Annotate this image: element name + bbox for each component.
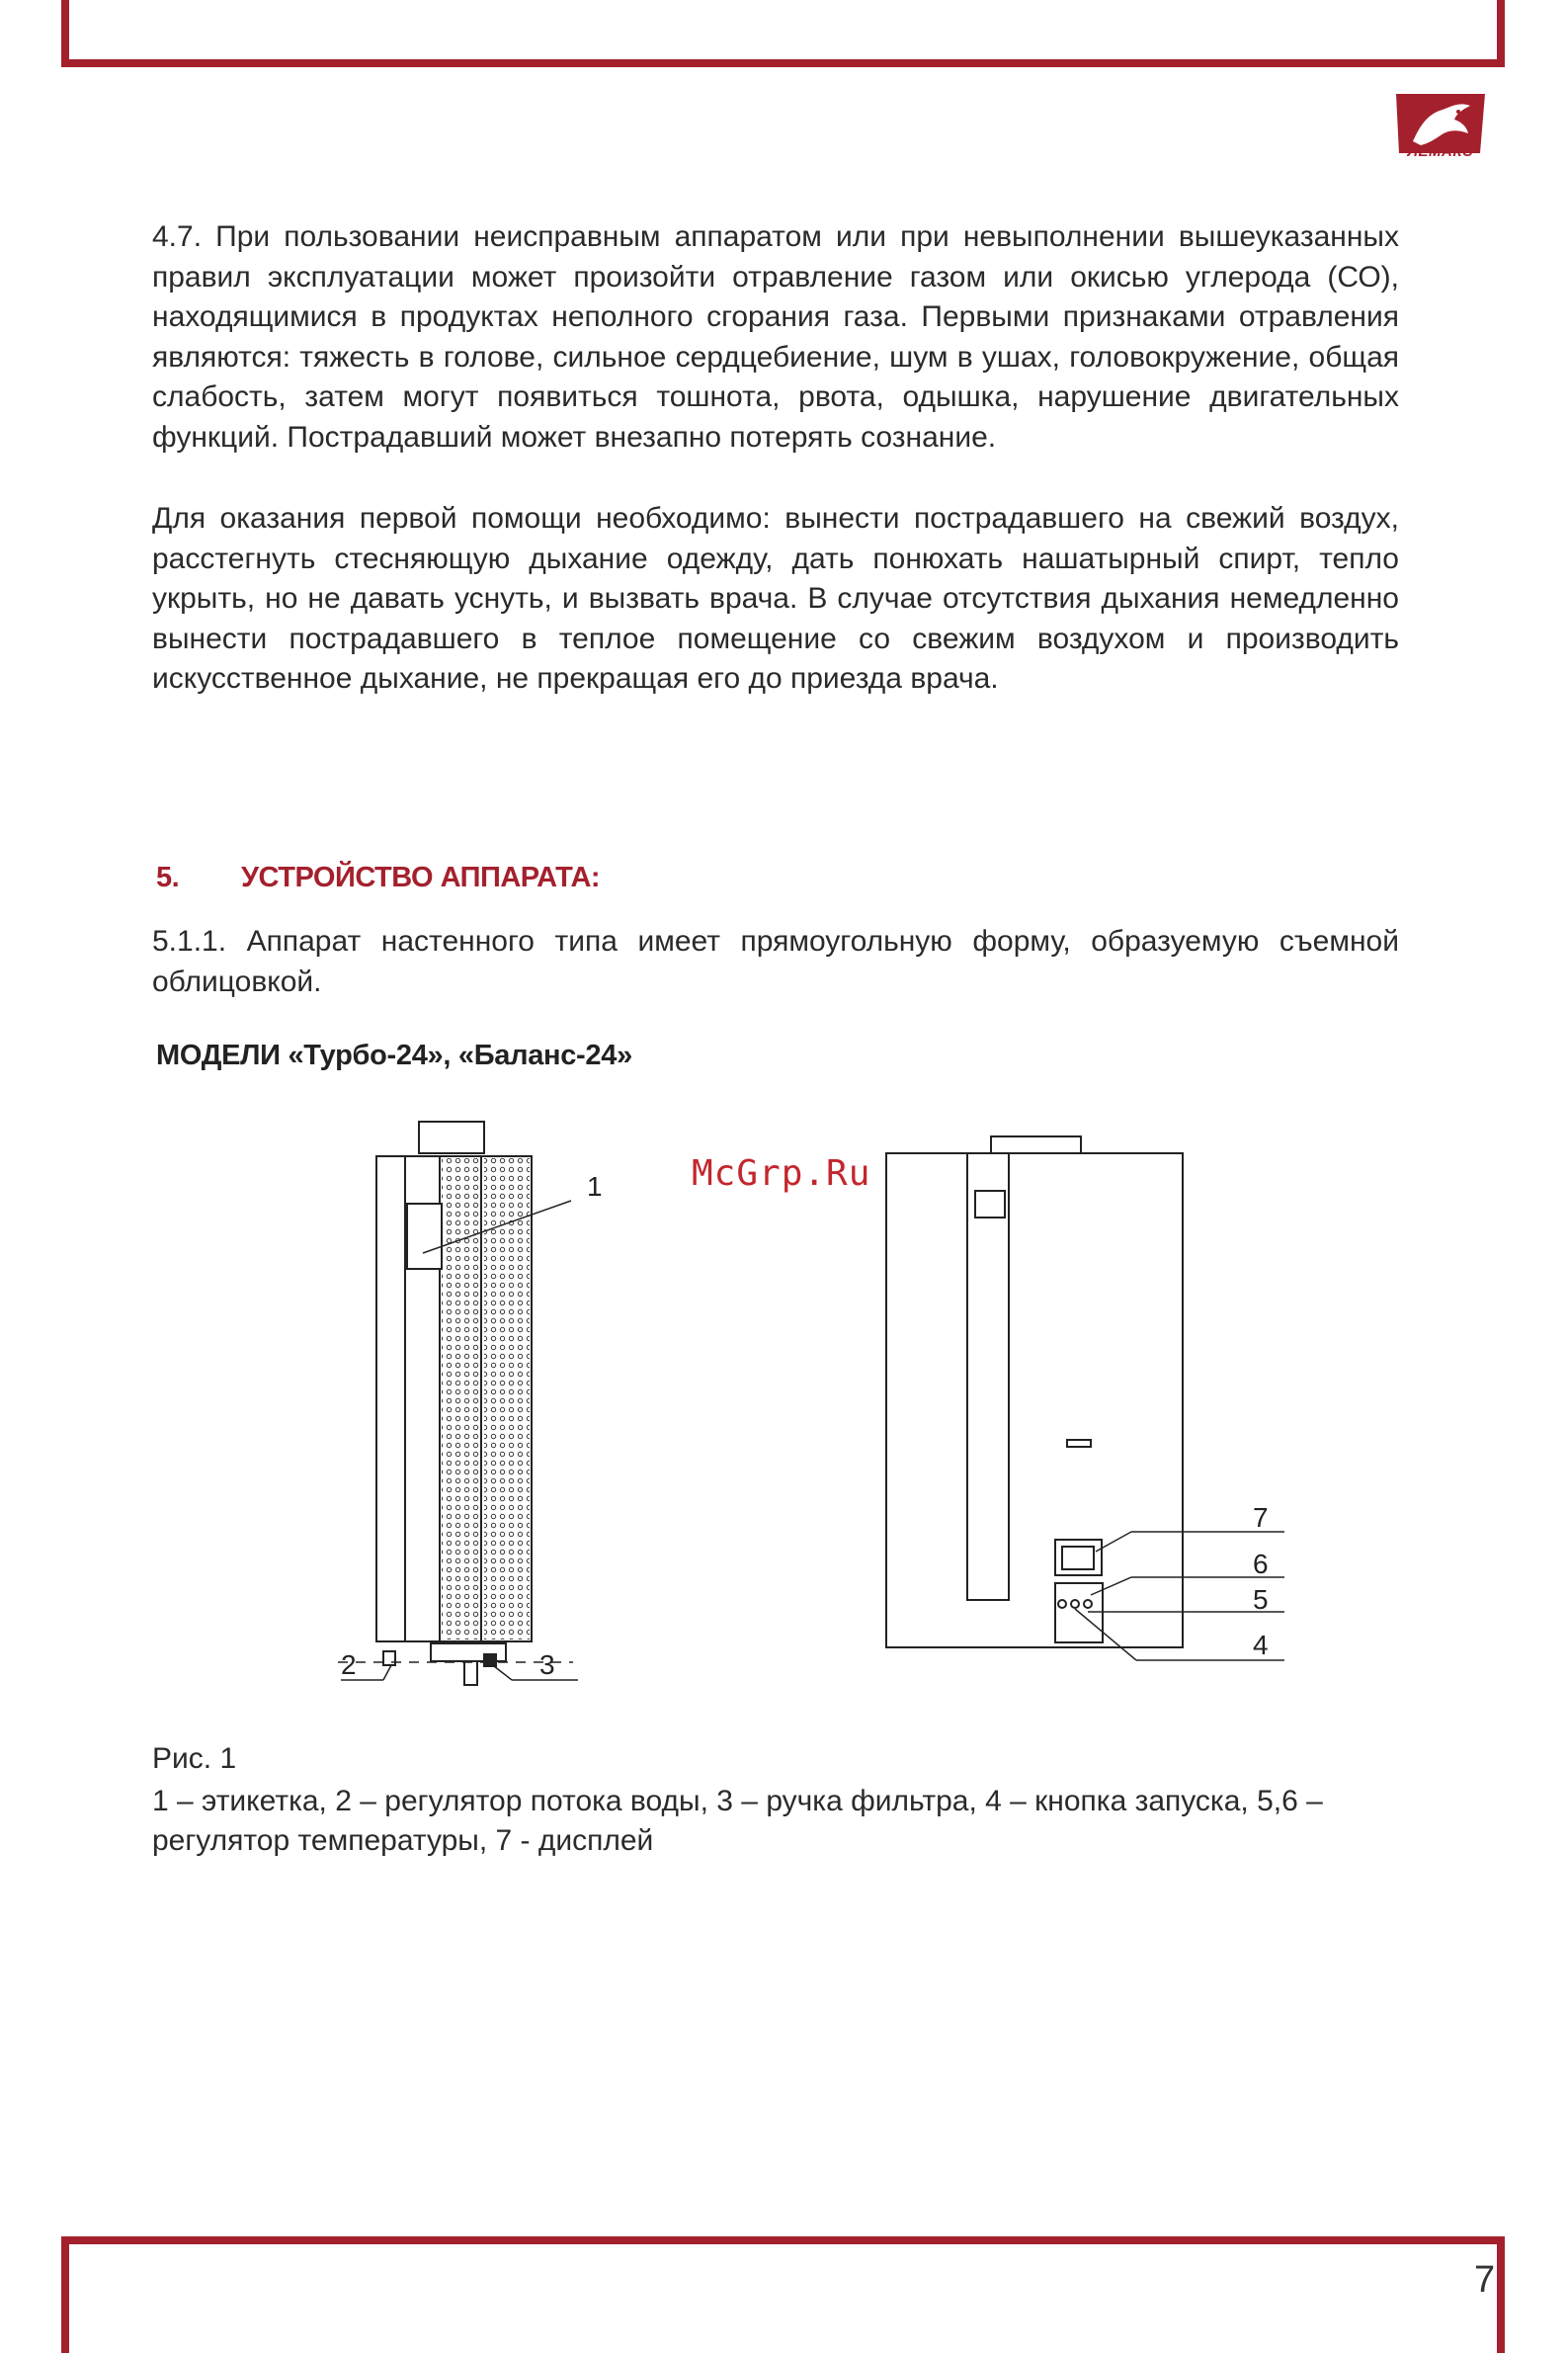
label-4: 4 (1253, 1630, 1269, 1660)
label-1: 1 (587, 1171, 603, 1202)
paragraph-first-aid: Для оказания первой помощи необходимо: вынести пострадавшего на свежий воздух, расстегнуть стесняющую дыхание одежду, дать понюхать нашатырный спирт, тепло укрыть, но не давать уснуть, и вызвать врача. В случае отсутствия дыхания немедленно вынести пострадавшего в теплое помещение со свежим воздухом и производить искусственное дыхание, не прекращая его до приезда врача. (152, 502, 1399, 695)
paragraph-4-7: 4.7. При пользовании неисправным аппаратом или при невыполнении вышеуказанных правил эксплуатации может произойти отравление газом или окисью углерода (СО), находящимися в продуктах неполного сгорания газа. Первыми признаками отравления являются: тяжесть в голове, сильное сердцебиение, шум в ушах, головокружение, общая слабость, затем могут появиться тошнота, рвота, одышка, нарушение двигательных функций. Пострадавший может внезапно потерять сознание. (152, 220, 1399, 454)
label-6: 6 (1253, 1549, 1269, 1579)
page-number: 7 (1474, 2259, 1496, 2301)
label-3: 3 (539, 1649, 555, 1680)
label-7: 7 (1253, 1502, 1269, 1533)
models-heading: МОДЕЛИ «Турбо-24», «Баланс-24» (156, 1040, 632, 1071)
figure-caption: 1 – этикетка, 2 – регулятор потока воды, 3 – ручка фильтра, 4 – кнопка запуска, 5,6 – регулятор температуры, 7 - дисплей (152, 1785, 1323, 1857)
label-2: 2 (341, 1649, 357, 1680)
paragraph-5-1-1: 5.1.1. Аппарат настенного типа имеет прямоугольную форму, образуемую съемной облицовкой. (152, 925, 1399, 998)
section-number: 5. (156, 862, 180, 893)
label-5: 5 (1253, 1584, 1269, 1615)
section-title: УСТРОЙСТВО АППАРАТА: (241, 862, 601, 893)
brand-logo-text: ЛЕМАКС (1407, 143, 1474, 160)
watermark: McGrp.Ru (692, 1153, 871, 1194)
front-view-heater (886, 1136, 1284, 1660)
side-view-heater (338, 1122, 578, 1685)
figure-caption-title: Рис. 1 (152, 1742, 237, 1775)
